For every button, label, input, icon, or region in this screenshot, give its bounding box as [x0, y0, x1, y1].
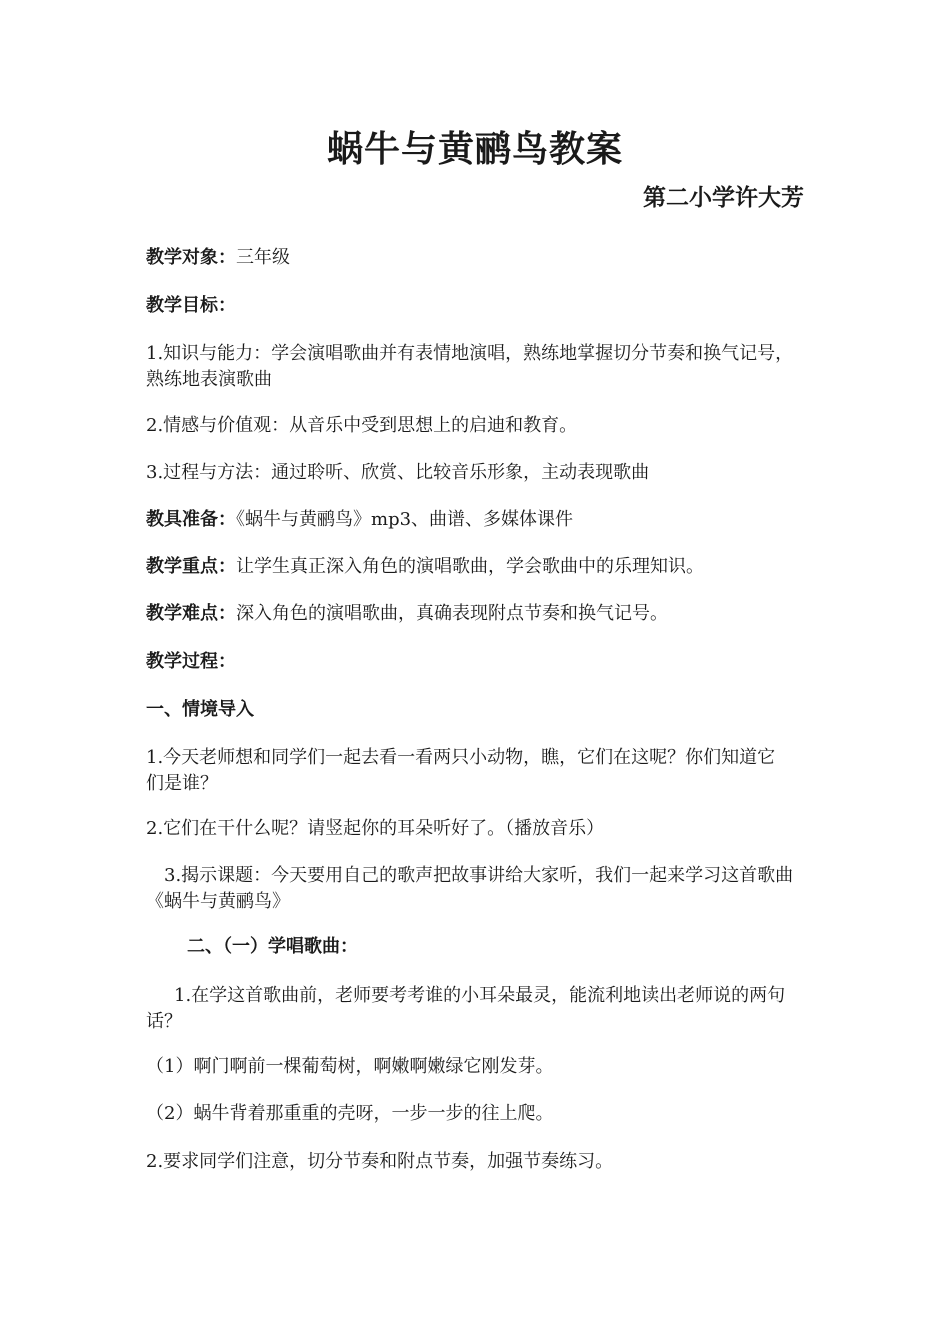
- section-2-heading: 二、（一）学唱歌曲：: [187, 936, 358, 957]
- teaching-goals-label: 教学目标：: [146, 295, 236, 316]
- teaching-tools-label: 教具准备：: [146, 509, 236, 530]
- teaching-key-point-label: 教学重点：: [146, 556, 236, 577]
- section-1-heading: 一、情境导入: [146, 699, 254, 720]
- teaching-process-label: 教学过程：: [146, 651, 236, 672]
- section-1-item-2: 2.它们在干什么呢？请竖起你的耳朵听好了。（播放音乐）: [146, 818, 605, 839]
- teaching-key-point-value: 让学生真正深入角色的演唱歌曲，学会歌曲中的乐理知识。: [236, 556, 704, 577]
- section-2-item-4: 2.要求同学们注意，切分节奏和附点节奏，加强节奏练习。: [146, 1151, 614, 1172]
- goal-item-1: 1.知识与能力：学会演唱歌曲并有表情地演唱，熟练地掌握切分节奏和换气记号，熟练地表演歌曲: [146, 343, 794, 390]
- section-2-item-2: （1）啊门啊前一棵葡萄树，啊嫩啊嫩绿它刚发芽。: [146, 1056, 554, 1077]
- teaching-target: [146, 245, 810, 271]
- section-1-item-3: 3.揭示课题：今天要用自己的歌声把故事讲给大家听，我们一起来学习这首歌曲《蜗牛与黄鹂鸟》: [146, 865, 794, 912]
- teaching-difficulty-value: 深入角色的演唱歌曲，真确表现附点节奏和换气记号。: [236, 603, 668, 624]
- teaching-process-heading: [146, 649, 810, 675]
- section-1-item-1: 1.今天老师想和同学们一起去看一看两只小动物，瞧，它们在这呢？你们知道它们是谁？: [146, 747, 776, 794]
- document-title: 蜗牛与黄鹂鸟教案: [326, 129, 623, 170]
- teaching-tools: [146, 507, 810, 533]
- teaching-tools-value: 《蜗牛与黄鹂鸟》mp3、曲谱、多媒体课件: [236, 509, 574, 530]
- teaching-difficulty-label: 教学难点：: [146, 603, 236, 624]
- section-2-item-3: （2）蜗牛背着那重重的壳呀，一步一步的往上爬。: [146, 1103, 554, 1124]
- teaching-goals-heading: [146, 293, 810, 319]
- goal-item-3: 3.过程与方法：通过聆听、欣赏、比较音乐形象，主动表现歌曲: [146, 462, 650, 483]
- goal-item-2: 2.情感与价值观：从音乐中受到思想上的启迪和教育。: [146, 415, 578, 436]
- section-2-item-1: 1.在学这首歌曲前，老师要考考谁的小耳朵最灵，能流利地读出老师说的两句话？: [146, 985, 786, 1032]
- teaching-difficulty: [146, 601, 810, 627]
- document-author: 第二小学许大芳: [643, 185, 804, 211]
- teaching-target-value: 三年级: [236, 247, 290, 268]
- teaching-key-point: [146, 554, 810, 580]
- teaching-target-label: 教学对象：: [146, 247, 236, 268]
